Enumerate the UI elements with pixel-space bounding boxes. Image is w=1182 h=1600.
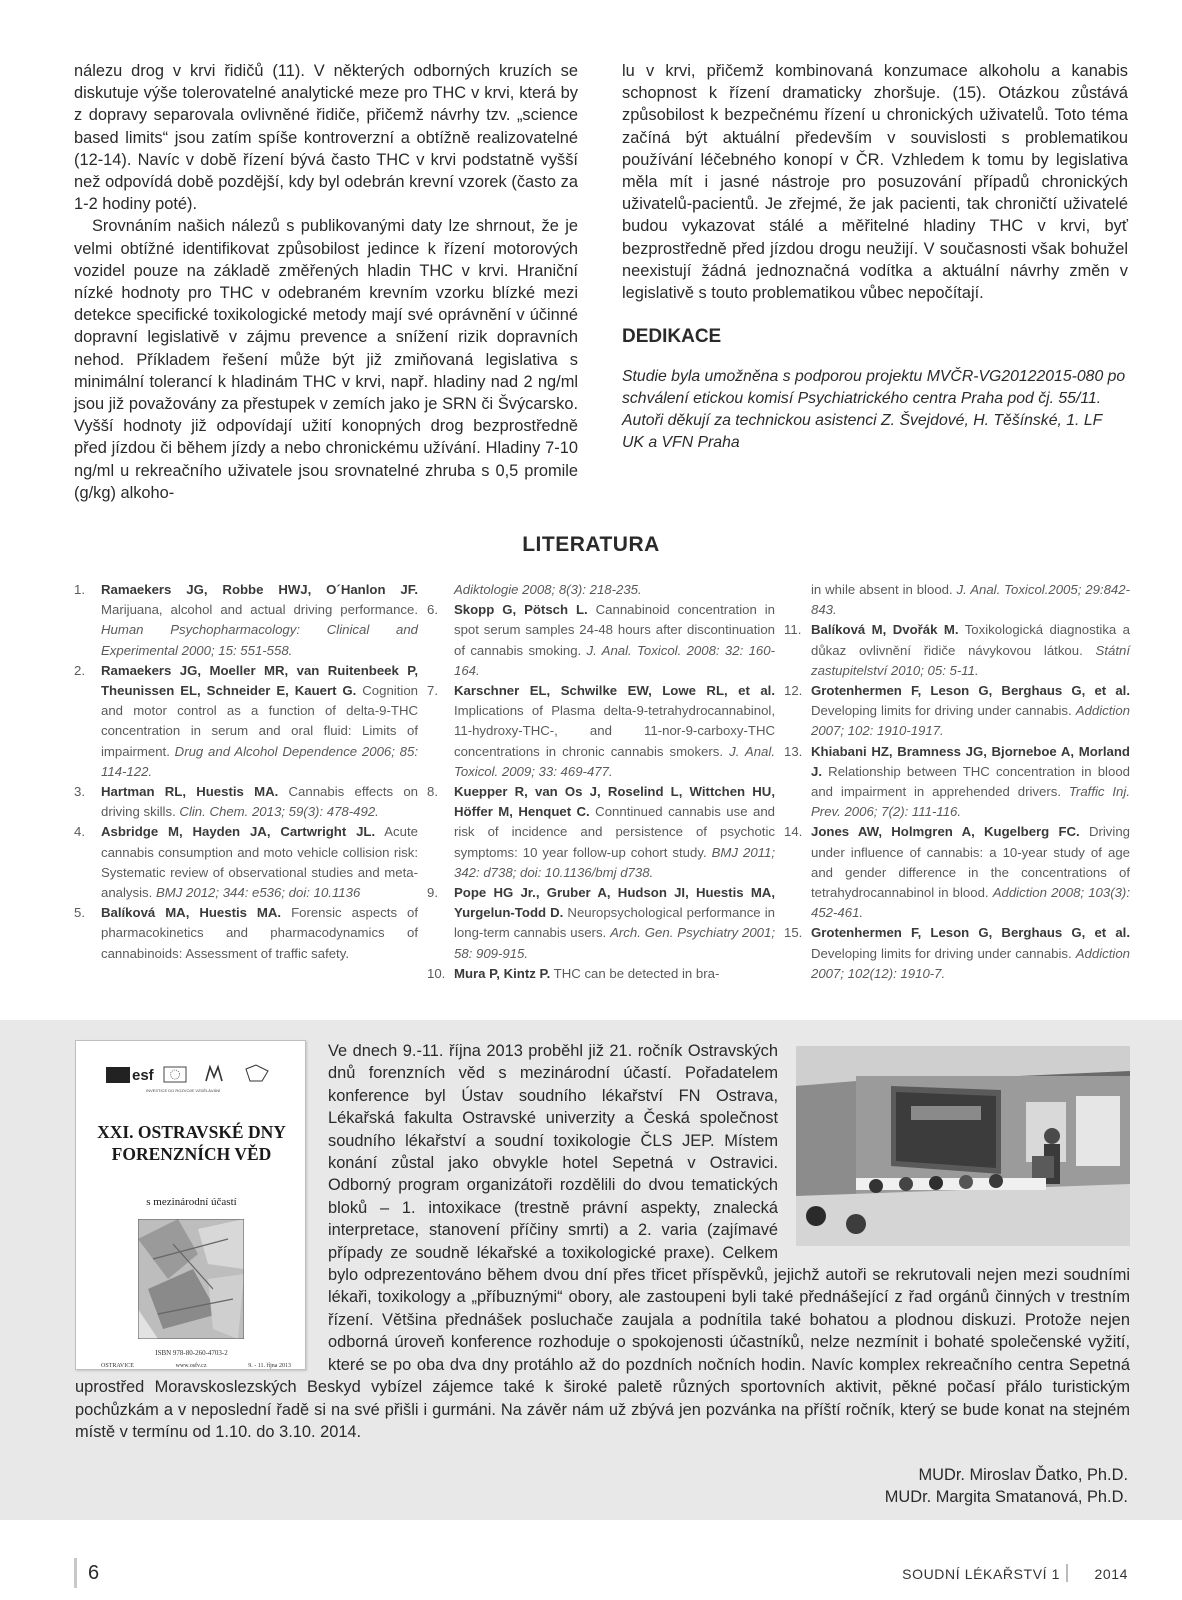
reference-title: Neuropsychological performance in long-term cannabis users. <box>454 905 775 941</box>
reference-item <box>784 620 1130 681</box>
reference-title: Relationship between THC concentration in blood and impairment in apprehended drivers. <box>811 763 1130 800</box>
reference-title: Driving under influence of cannabis: a 10-year study of age and gender difference in the concentrations of tetrahydrocannabinol in blood. <box>811 824 1130 901</box>
reference-number: 14. <box>784 824 803 840</box>
reference-number: 11. <box>784 622 802 638</box>
journal-name: SOUDNÍ LÉKAŘSTVÍ 1 <box>902 1566 1060 1582</box>
dedication-section <box>622 326 1128 454</box>
reference-source: Arch. Gen. Psychiatry 2001; 58: 909-915. <box>454 925 775 961</box>
reference-number: 8. <box>427 784 438 800</box>
footer-accent-bar <box>74 1558 77 1588</box>
references-column-1 <box>74 580 418 964</box>
acknowledgement-text: Autoři děkují za technickou asistenci Z. Švejdové, H. Těšínské, 1. LF UK a VFN Praha <box>622 412 1102 452</box>
reference-source: J. Anal. Toxicol.2005; 29:842-843. <box>811 582 1130 618</box>
photo-wrap-space <box>778 1040 1130 1244</box>
signature-author-2: MUDr. Margita Smatanová, Ph.D. <box>884 1488 1128 1507</box>
reference-source: BMJ 2012; 344: e536; doi: 10.1136 <box>155 885 361 901</box>
reference-item <box>427 964 775 984</box>
reference-authors: Kuepper R, van Os J, Roselind L, Wittchen HU, Höffer M, Henquet C. <box>454 784 775 820</box>
journal-year: 2014 <box>1094 1566 1128 1582</box>
reference-title: in while absent in blood. <box>811 582 957 597</box>
reference-source: Clin. Chem. 2013; 59(3): 478-492. <box>179 804 379 820</box>
reference-number: 2. <box>74 662 85 678</box>
reference-number: 3. <box>74 784 85 800</box>
reference-authors: Asbridge M, Hayden JA, Cartwright JL. <box>101 824 376 840</box>
reference-title: Cognition and motor control as a function of delta-9-THC concentration in serum and oral fluid: Limits of impairment. <box>101 683 418 759</box>
poster-subtitle: s mezinárodní účastí <box>146 1196 237 1208</box>
page-number: 6 <box>88 1562 100 1584</box>
investment-slogan: INVESTICE DO ROZVOJE VZDĚLÁVÁNÍ <box>146 1088 221 1093</box>
reference-source: Addiction 2007; 102: 1910-1917. <box>811 703 1130 739</box>
reference-authors: Jones AW, Holmgren A, Kugelberg FC. <box>811 824 1080 840</box>
reference-item <box>427 681 775 782</box>
reference-item <box>74 822 418 903</box>
poster-title: XXI. OSTRAVSKÉ DNY FORENZNÍCH VĚD <box>97 1122 286 1164</box>
reference-source: BMJ 2011; 342: d738; doi: 10.1136/bmj d738. <box>454 844 776 880</box>
reference-number: 15. <box>784 925 803 941</box>
reference-title: Developing limits for driving under cannabis. <box>811 703 1076 719</box>
reference-authors: Grotenhermen F, Leson G, Berghaus G, et al. <box>811 925 1130 941</box>
reference-number: 7. <box>427 683 438 699</box>
reference-item <box>784 681 1130 742</box>
reference-authors: Grotenhermen F, Leson G, Berghaus G, et al. <box>811 683 1130 699</box>
reference-item <box>74 782 418 822</box>
esf-logo-text: esf <box>132 1067 154 1084</box>
reference-continuation <box>427 580 775 600</box>
reference-continuation <box>784 580 1130 620</box>
references-column-3 <box>784 580 1130 984</box>
reference-number: 6. <box>427 602 438 618</box>
reference-number: 10. <box>427 965 446 981</box>
reference-item <box>74 580 418 661</box>
reference-source: Státní zastupitelství 2010; 05: 5-11. <box>811 642 1130 678</box>
reference-authors: Ramaekers JG, Moeller MR, van Ruitenbeek P, Theunissen EL, Schneider E, Kauert G. <box>101 662 418 699</box>
reference-item <box>74 661 418 782</box>
reference-authors: Balíková M, Dvořák M. <box>811 622 959 638</box>
reference-authors: Mura P, Kintz P. <box>454 965 551 981</box>
reference-item <box>427 782 775 883</box>
reference-authors: Khiabani HZ, Bramness JG, Bjorneboe A, Morland J. <box>811 743 1130 779</box>
reference-number: 9. <box>427 885 438 901</box>
reference-source: Traffic Inj. Prev. 2006; 7(2): 111-116. <box>811 784 1130 820</box>
literature-heading: LITERATURA <box>522 533 660 556</box>
reference-title: Acute cannabis consumption and moto vehicle collision risk: Systematic review of observational studies and meta-analysis. <box>101 824 418 901</box>
reference-item <box>784 742 1130 823</box>
dedication-title: DEDIKACE <box>622 326 722 348</box>
reference-title: Cannabinoid concentration in spot serum samples 24-48 hours after discontinuation of cannabis smoking. <box>454 602 775 658</box>
poster-place: OSTRAVICE <box>101 1363 134 1369</box>
reference-title: Developing limits for driving under cannabis. <box>811 945 1076 961</box>
reference-source: Addiction 2008; 103(3): 452-461. <box>811 885 1130 921</box>
references-column-2 <box>427 580 775 984</box>
reference-authors: Ramaekers JG, Robbe HWJ, O´Hanlon JF. <box>101 582 418 597</box>
reference-authors: Pope HG Jr., Gruber A, Hudson JI, Huestis MA, Yurgelun-Todd D. <box>454 885 775 921</box>
dedication-text: Studie byla umožněna s podporou projektu MVČR-VG20122015-080 po schválení etickou komisí Psychiatrického centra Praha pod čj. 55/11. <box>622 368 1126 408</box>
reference-title: THC can be detected in bra- <box>550 965 720 981</box>
reference-authors: Skopp G, Pötsch L. <box>454 602 588 618</box>
reference-title: Cannabis effects on driving skills. <box>101 784 418 820</box>
signature-author-1: MUDr. Miroslav Ďatko, Ph.D. <box>918 1466 1128 1484</box>
reference-item <box>427 600 775 681</box>
body-column-right <box>622 60 1128 454</box>
reference-source: J. Anal. Toxicol. 2008: 32: 160-164. <box>454 642 775 678</box>
reference-item <box>74 903 418 964</box>
page-footer <box>0 1540 1182 1600</box>
signatures <box>885 1464 1128 1509</box>
body-paragraph: nálezu drog v krvi řidičů (11). V některých odborných kruzích se diskutuje výše tolerovatelné analytické meze pro THC v krvi, která by z dopravy separovala ovlivněné řidiče, přičemž návrhy tzv. „science based limits“ jsou zatím spíše kontroverzní a obtížně realizovatelné (12-14). Navíc v době řízení bývá často THC v krvi podstatně vyšší než odpovídá době pozdější, kdy byl odebrán krevní vzorek (často za 1-2 hodiny poté). <box>74 62 578 214</box>
poster-dates: 9. - 11. října 2013 <box>248 1363 291 1369</box>
body-paragraph: lu v krvi, přičemž kombinovaná konzumace alkoholu a kanabis schopnost k řízení dramaticky zhoršuje. (15). Otázkou zůstává způsobilost k bezpečnému řízení u chronických uživatelů. Toto téma začíná být aktuální především v souvislosti s problematikou používání léčebného konopí v ČR. Vzhledem k tomu by legislativa měla mít i jasné nástroje pro posuzování případů chronických uživatelů-pacientů. Je zřejmé, že jak pacienti, tak chroničtí uživatelé budou vykazovat stálé a měřitelné hladiny THC v krvi, byť bezprostředně před jízdou drogu neužijí. V současnosti však bohužel neexistují žádná jednoznačná vodítka a aktuální návrhy změn v legislativě s touto problematikou vůbec nepočítají. <box>622 62 1128 303</box>
reference-number: 1. <box>74 582 85 597</box>
body-column-left <box>74 60 578 504</box>
poster-wrap-space <box>75 1040 328 1370</box>
reference-authors: Hartman RL, Huestis MA. <box>101 784 279 800</box>
body-paragraph: Srovnáním našich nálezů s publikovanými daty lze shrnout, že je velmi obtížné identifikovat způsobilost jedince k řízení motorových vozidel pouze na základě změřených hladin THC v krvi. Hraniční nízké hodnoty pro THC v odebraném krevním vzorku blízké mezi detekce specifické toxikologické metody mají své oprávnění v účinné dopravní legislativě v zájmu prevence a snížení rizik dopravních nehod. Příkladem řešení může být již zmiňovaná legislativa s minimální tolerancí k hladinám THC v krvi, např. hladiny nad 2 ng/ml jsou již považovány za přestupek v zemích jako je SRN či Švýcarsko. Vyšší hodnoty již odpovídají užití konopných drog bezprostředně před jízdou či během jízdy a nebo chronickému užívání. Hladiny 7-10 ng/ml u rekreačního uživatele jsou srovnatelné zhruba s 0,5 promile (g/kg) alkoho- <box>74 217 578 502</box>
reference-title: Implications of Plasma delta-9-tetrahydrocannabinol, 11-hydroxy-THC-, and 11-nor-9-carboxy-THC concentrations in chronic cannabis smokers. <box>454 703 775 759</box>
reference-number: 12. <box>784 683 803 699</box>
reference-number: 5. <box>74 905 85 921</box>
reference-source: Drug and Alcohol Dependence 2006; 85: 114-122. <box>101 743 418 779</box>
footer-separator <box>1066 1564 1068 1582</box>
reference-title: Forensic aspects of pharmacokinetics and pharmacodynamics of cannabinoids: Assessment of traffic safety. <box>101 905 418 961</box>
reference-number: 4. <box>74 824 85 840</box>
reference-number: 13. <box>784 743 803 759</box>
reference-source: Human Psychopharmacology: Clinical and Experimental 2000; 15: 551-558. <box>101 622 418 658</box>
reference-item <box>427 883 775 964</box>
reference-source: Addiction 2007; 102(12): 1910-7. <box>811 945 1130 981</box>
reference-source: Adiktologie 2008; 8(3): 218-235. <box>454 582 642 597</box>
news-article <box>75 1040 1130 1443</box>
reference-authors: Balíková MA, Huestis MA. <box>101 905 282 921</box>
reference-item <box>784 822 1130 923</box>
news-body: Ve dnech 9.-11. října 2013 proběhl již 21. ročník Ostravských dnů forenzních věd s mezinárodní účastí. Pořadatelem konference byl Ústav soudního lékařství FN Ostrava, Lékařská fakulta Ostravské univerzity a Česká společnost soudního lékařství a soudní toxikologie ČLS JEP. Místem konání zůstal jako obvykle hotel Sepetná v Ostravici. Odborný program organizátoři rozdělili do dvou tematických bloků – 1. intoxikace (trestně právní aspekty, znalecká interpretace, stanovení příčiny smrti) a 2. varia (zajímavé případy ze soudně lékařské a toxikologické praxe). Celkem bylo odprezentováno během dvou dní přes třicet příspěvků, jejichž autoři se rekrutovali nejen mezi soudními lékaři, toxikology a „příbuznými“ obory, ale zastoupeni byli také přednášející z řad orgánů činných v trestním řízení. Většina přednášek posluchače zaujala a podnítila také bohatou a plodnou diskuzi. Protože nejen odborná úroveň konference rozhoduje o spokojenosti účastníků, nelze nezmínit i bohaté společenské vyžití, které se po oba dva dny protáhlo až do pozdních nočních hodin. Navíc komplex rekreačního centra Sepetná uprostřed Moravskoslezských Beskyd vybízel zájemce také k široké paletě různých sportovních aktivit, pěkné počasí přálo turistickým pochůzkám a v neposlední řadě si na své přišli i gurmáni. Na závěr nám už zbývá jen pozvánka na příští ročník, který se bude konat na stejném místě v termínu od 1.10. do 3.10. 2014. <box>75 1042 1130 1441</box>
reference-title: Toxikologická diagnostika a důkaz ovlivnění řidiče návykovou látkou. <box>811 622 1131 658</box>
reference-item <box>784 923 1130 984</box>
poster-web: www.osfv.cz <box>175 1363 207 1369</box>
reference-source: J. Anal. Toxicol. 2009; 33: 469-477. <box>454 743 775 779</box>
reference-authors: Karschner EL, Schwilke EW, Lowe RL, et al. <box>454 683 775 699</box>
poster-isbn: ISBN 978-80-260-4703-2 <box>155 1349 228 1357</box>
reference-title: Conntinued cannabis use and risk of incidence and persistence of psychotic symptoms: 10 year follow-up cohort study. <box>454 804 775 860</box>
reference-title: Marijuana, alcohol and actual driving performance. <box>101 602 418 618</box>
